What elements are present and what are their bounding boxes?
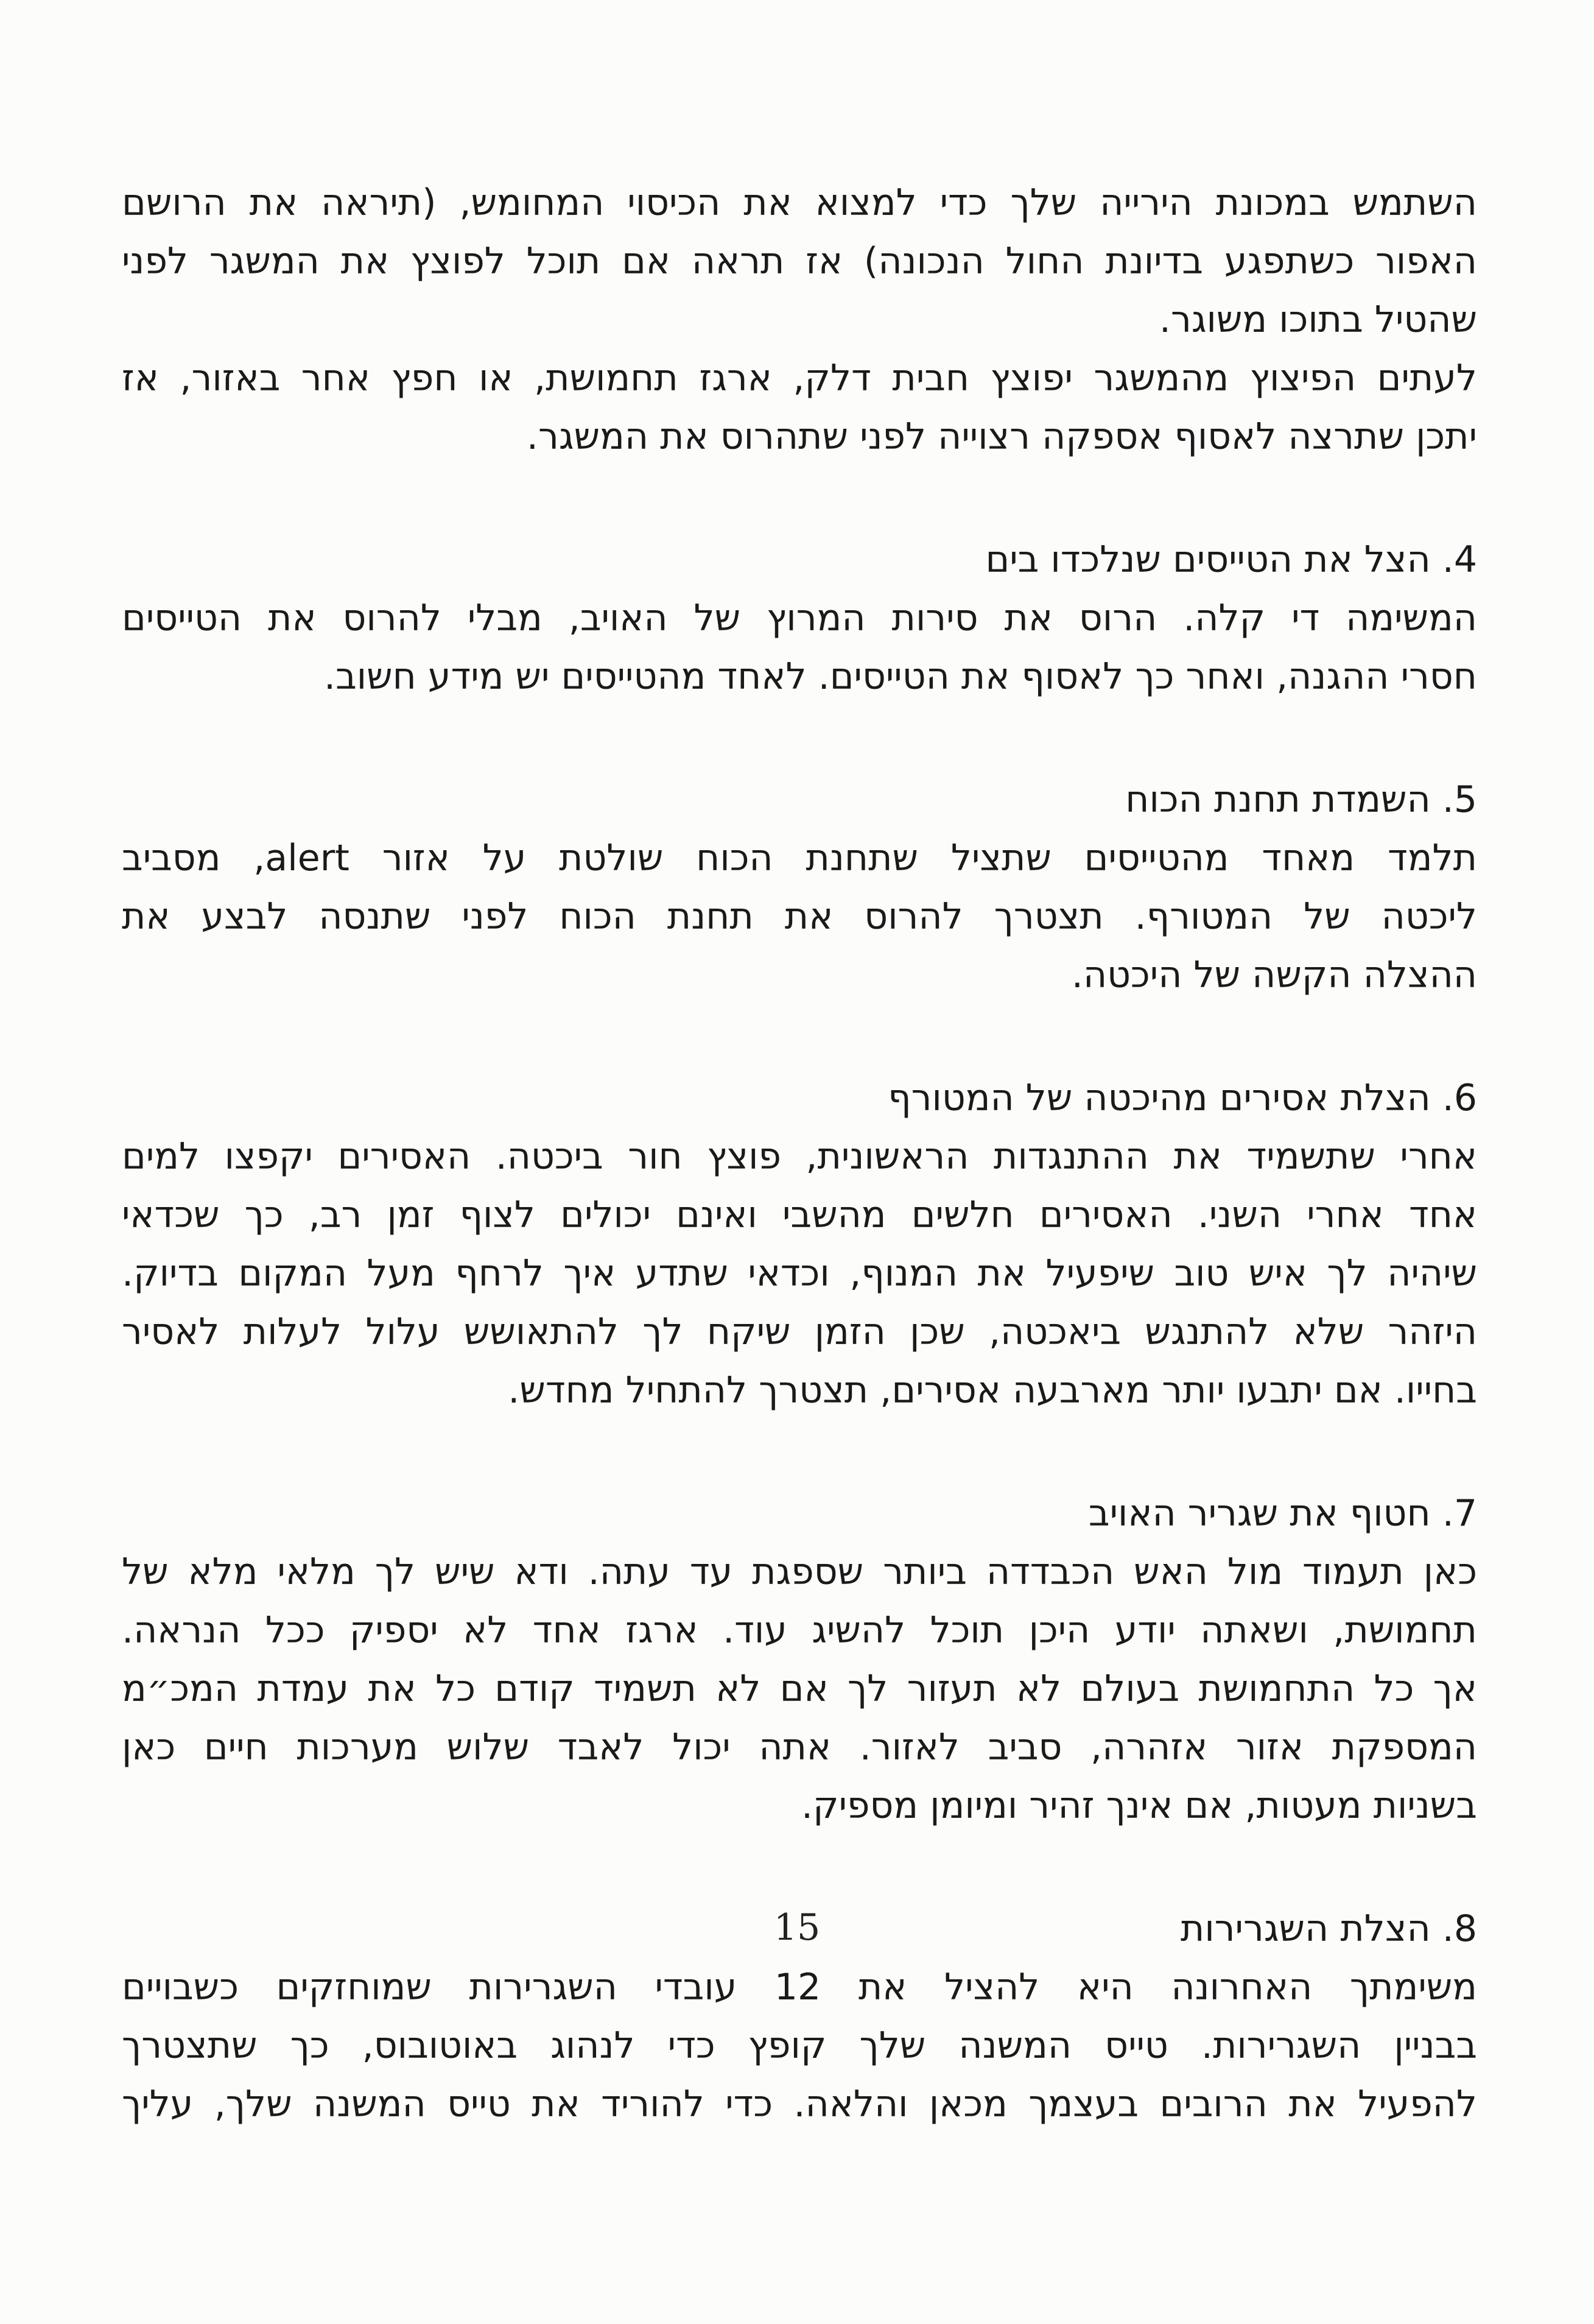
section-line: היזהר שלא להתנגש ביאכטה, שכן הזמן שיקח לך להתאושש עלול לעלות לאסיר — [122, 1311, 1477, 1353]
section-line: ההצלה הקשה של היכטה. — [1071, 954, 1477, 996]
section-line: ליכטה של המטורף. תצטרך להרוס את תחנת הכוח לפני שתנסה לבצע את — [122, 895, 1477, 938]
intro-line: שהטיל בתוכו משוגר. — [1159, 298, 1477, 341]
section-line: אך כל התחמושת בעולם לא תעזור לך אם לא תשמיד קודם כל את עמדת המכ״מ — [122, 1667, 1477, 1710]
section-line: בבניין השגרירות. טייס המשנה שלך קופץ כדי לנהוג באוטובוס, כך שתצטרך — [122, 2024, 1477, 2067]
section-line: בשניות מעטות, אם אינך זהיר ומיומן מספיק. — [801, 1784, 1477, 1827]
section-line: אחרי שתשמיד את ההתנגדות הראשונית, פוצץ חור ביכטה. האסירים יקפצו למים — [122, 1135, 1477, 1178]
intro-line: השתמש במכונת הירייה שלך כדי למצוא את הכיסוי המחומש, (תיראה את הרושם — [122, 181, 1477, 224]
document-body — [122, 174, 1477, 2133]
section-line: משימתך האחרונה היא להציל את 12 עובדי השגרירות שמוחזקים כשבויים — [122, 1966, 1477, 2009]
section-line: בחייו. אם יתבעו יותר מארבעה אסירים, תצטרך להתחיל מחדש. — [508, 1369, 1477, 1412]
paragraph-spacer — [122, 1835, 1477, 1900]
section-heading-7: 7. חטוף את שגריר האויב — [1088, 1492, 1477, 1535]
section-line: שיהיה לך איש טוב שיפעיל את המנוף, וכדאי שתדע איך לרחף מעל המקום בדיוק. — [122, 1252, 1477, 1295]
intro-line: האפור כשתפגע בדיונת החול הנכונה) אז תראה אם תוכל לפוצץ את המשגר לפני — [122, 240, 1477, 283]
section-heading-4: 4. הצל את הטייסים שנלכדו בים — [985, 538, 1477, 581]
section-line: כאן תעמוד מול האש הכבדדה ביותר שספגת עד עתה. ודא שיש לך מלאי מלא של — [122, 1551, 1477, 1593]
paragraph-spacer — [122, 466, 1477, 530]
intro-line: יתכן שתרצה לאסוף אספקה רצוייה לפני שתהרוס את המשגר. — [526, 415, 1477, 458]
section-heading-6: 6. הצלת אסירים מהיכטה של המטורף — [888, 1077, 1477, 1119]
section-line: המשימה די קלה. הרוס את סירות המרוץ של האויב, מבלי להרוס את הטייסים — [122, 597, 1477, 639]
paragraph-spacer — [122, 1420, 1477, 1484]
section-line: אחד אחרי השני. האסירים חלשים מהשבי ואינם יכולים לצוף זמן רב, כך שכדאי — [122, 1194, 1477, 1236]
section-heading-8: 8. הצלת השגרירות — [1180, 1907, 1477, 1950]
intro-line: לעתים הפיצוץ מהמשגר יפוצץ חבית דלק, ארגז תחמושת, או חפץ אחר באזור, אז — [122, 357, 1477, 400]
section-line: להפעיל את הרובים בעצמך מכאן והלאה. כדי להוריד את טייס המשנה שלך, עליך — [122, 2083, 1477, 2125]
section-line: תלמד מאחד מהטייסים שתציל שתחנת הכוח שולטת על אזור alert, מסביב — [122, 837, 1477, 879]
section-line: המספקת אזור אזהרה, סביב לאזור. אתה יכול לאבד שלוש מערכות חיים כאן — [122, 1726, 1477, 1769]
section-line: תחמושת, ושאתה יודע היכן תוכל להשיג עוד. ארגז אחד לא יספיק ככל הנראה. — [122, 1609, 1477, 1652]
section-heading-5: 5. השמדת תחנת הכוח — [1125, 778, 1477, 821]
page-number: 15 — [773, 1906, 821, 1949]
section-line: חסרי ההגנה, ואחר כך לאסוף את הטייסים. לאחד מהטייסים יש מידע חשוב. — [324, 655, 1477, 698]
paragraph-spacer — [122, 706, 1477, 770]
paragraph-spacer — [122, 1004, 1477, 1069]
